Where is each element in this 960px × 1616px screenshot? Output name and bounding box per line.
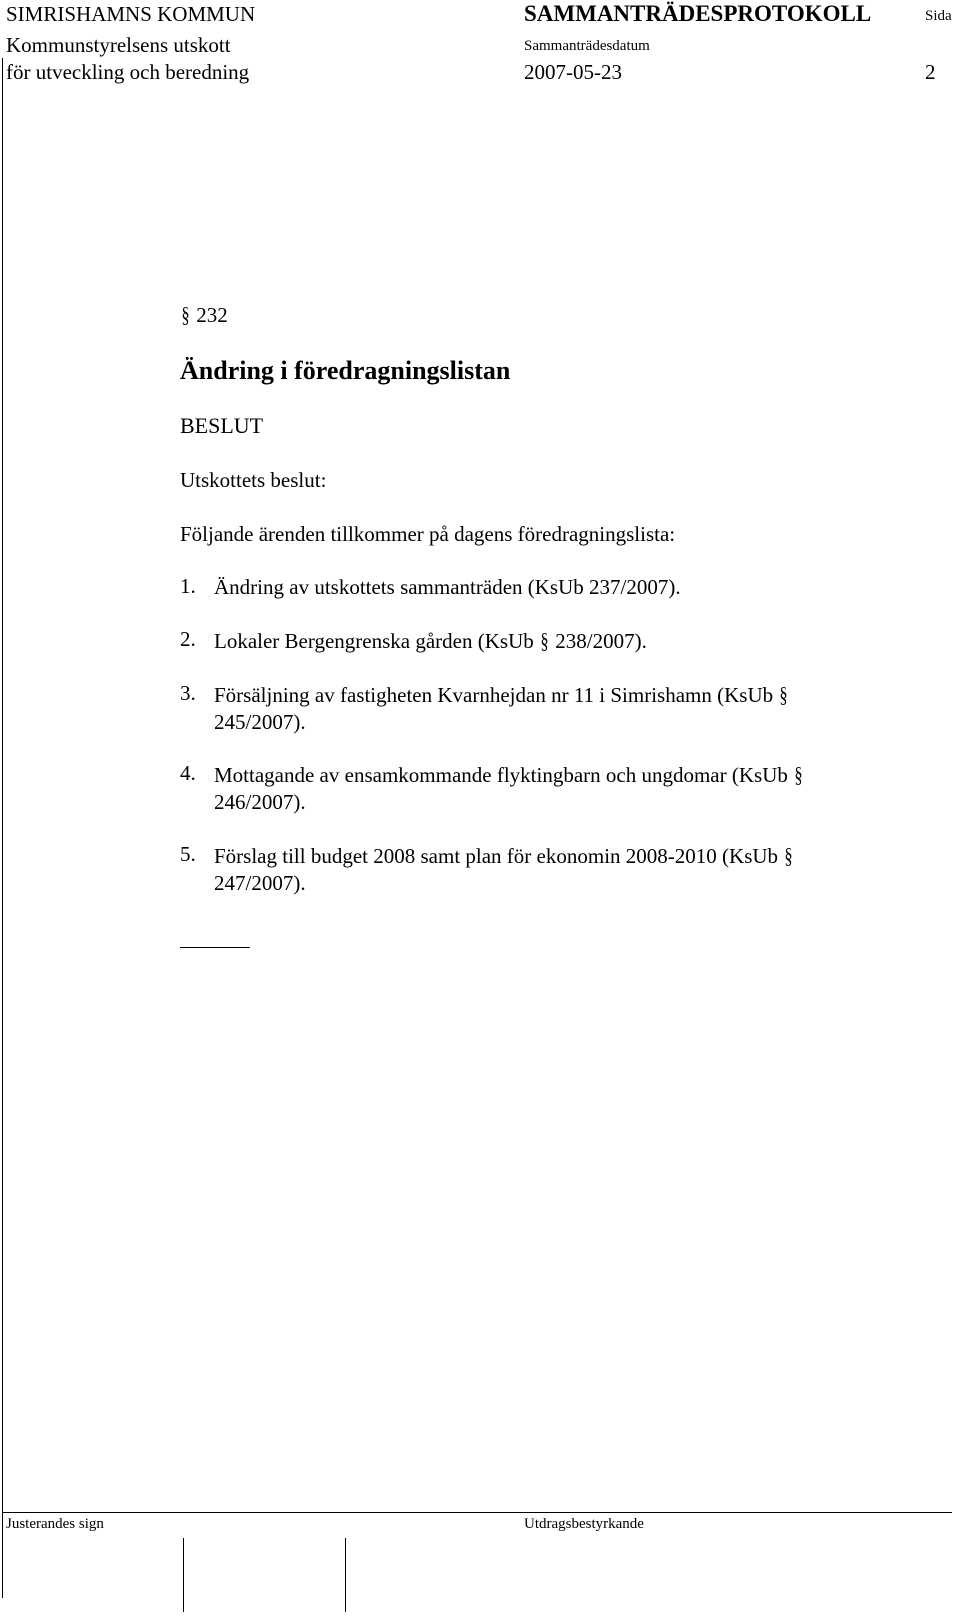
list-item-number: 5. xyxy=(180,842,196,866)
decision-subheading: Utskottets beslut: xyxy=(180,468,327,492)
section-number xyxy=(180,302,228,328)
paragraph-symbol: § xyxy=(784,843,793,868)
municipality-name: SIMRISHAMNS KOMMUN xyxy=(6,2,256,26)
section-title: Ändring i föredragningslistan xyxy=(180,356,511,385)
left-margin-line xyxy=(2,58,3,1598)
section-end-rule xyxy=(180,947,250,948)
list-item-text: Ändring av utskottets sammanträden (KsUb 237/2007). xyxy=(214,575,681,599)
list-item-number: 1. xyxy=(180,574,196,598)
paragraph-symbol: § xyxy=(540,628,549,653)
list-item-text: Lokaler Bergengrenska gården (KsUb § 238/2007). xyxy=(214,628,647,653)
meeting-date-value: 2007-05-23 xyxy=(524,60,622,84)
page-label: Sida xyxy=(925,8,952,24)
list-item-text: Försäljning av fastigheten Kvarnhejdan nr 11 i Simrishamn (KsUb § 245/2007). xyxy=(214,682,788,734)
section-number-value: 232 xyxy=(196,303,228,327)
committee-name-line1: Kommunstyrelsens utskott xyxy=(6,33,231,57)
certification-label: Utdragsbestyrkande xyxy=(524,1516,644,1532)
page-number: 2 xyxy=(925,60,936,84)
paragraph-symbol: § xyxy=(181,302,190,327)
list-item-text: Förslag till budget 2008 samt plan för ekonomin 2008-2010 (KsUb § 247/2007). xyxy=(214,843,793,895)
paragraph-symbol: § xyxy=(794,762,803,787)
meeting-date-label: Sammanträdesdatum xyxy=(524,38,650,54)
signature-box-divider xyxy=(345,1538,346,1612)
footer-top-line xyxy=(2,1512,952,1513)
intro-text: Följande ärenden tillkommer på dagens föredragningslista: xyxy=(180,522,676,546)
list-item-text: Mottagande av ensamkommande flyktingbarn och ungdomar (KsUb § 246/2007). xyxy=(214,762,803,814)
signature-box-divider xyxy=(183,1538,184,1612)
committee-name-line2: för utveckling och beredning xyxy=(6,60,250,84)
document-type: SAMMANTRÄDESPROTOKOLL xyxy=(524,1,872,26)
list-item-number: 2. xyxy=(180,627,196,651)
adjuster-signature-label: Justerandes sign xyxy=(6,1516,104,1532)
decision-heading: BESLUT xyxy=(180,413,264,438)
list-item-number: 3. xyxy=(180,681,196,705)
list-item-number: 4. xyxy=(180,761,196,785)
paragraph-symbol: § xyxy=(779,682,788,707)
